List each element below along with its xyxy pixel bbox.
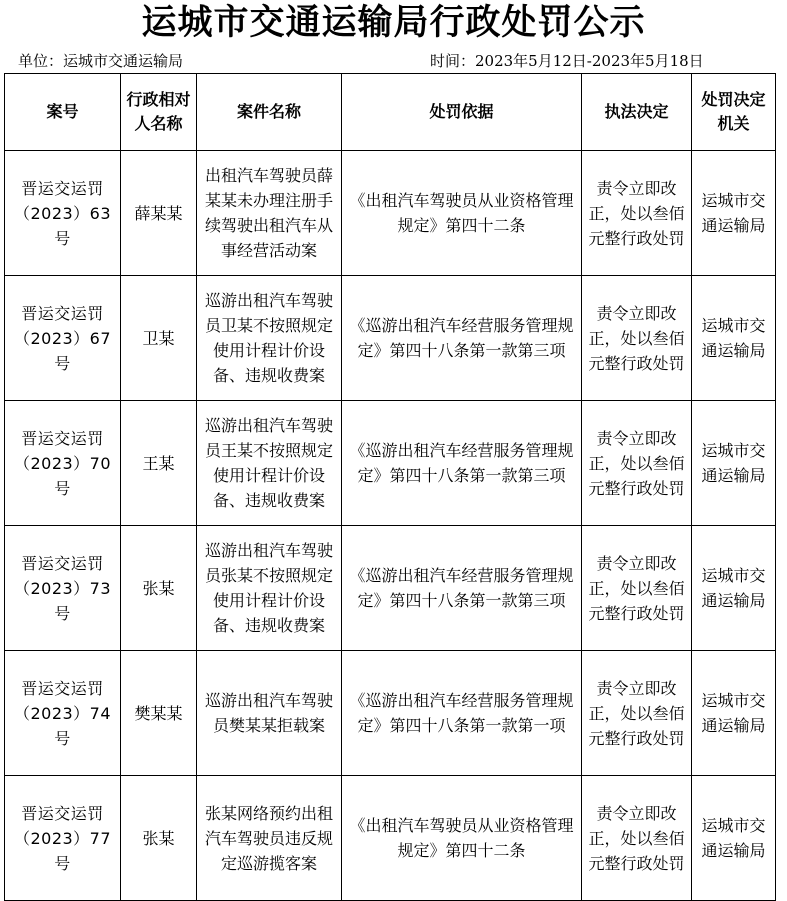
- party-cell: 樊某某: [121, 651, 197, 776]
- basis-cell: 《巡游出租汽车经营服务管理规定》第四十八条第一款第一项: [342, 651, 582, 776]
- authority-cell: 运城市交通运输局: [692, 776, 776, 901]
- case-number-cell: 晋运交运罚（2023）63号: [5, 151, 121, 276]
- case-number-cell: 晋运交运罚（2023）70号: [5, 401, 121, 526]
- authority-cell: 运城市交通运输局: [692, 276, 776, 401]
- decision-cell: 责令立即改正，处以叁佰元整行政处罚: [582, 776, 692, 901]
- authority-cell: 运城市交通运输局: [692, 151, 776, 276]
- unit-label: 单位：运城市交通运输局: [18, 52, 184, 70]
- header-authority: 处罚决定机关: [692, 74, 776, 151]
- party-cell: 张某: [121, 526, 197, 651]
- basis-cell: 《出租汽车驾驶员从业资格管理规定》第四十二条: [342, 151, 582, 276]
- table-row: [5, 776, 776, 901]
- basis-cell: 《出租汽车驾驶员从业资格管理规定》第四十二条: [342, 776, 582, 901]
- decision-cell: 责令立即改正，处以叁佰元整行政处罚: [582, 151, 692, 276]
- table-header-row: [5, 74, 776, 151]
- basis-cell: 《巡游出租汽车经营服务管理规定》第四十八条第一款第三项: [342, 276, 582, 401]
- authority-cell: 运城市交通运输局: [692, 526, 776, 651]
- case-name-cell: 巡游出租汽车驾驶员王某不按照规定使用计程计价设备、违规收费案: [197, 401, 342, 526]
- header-basis: 处罚依据: [342, 74, 582, 151]
- authority-cell: 运城市交通运输局: [692, 651, 776, 776]
- case-number-cell: 晋运交运罚（2023）67号: [5, 276, 121, 401]
- authority-cell: 运城市交通运输局: [692, 401, 776, 526]
- decision-cell: 责令立即改正，处以叁佰元整行政处罚: [582, 276, 692, 401]
- party-cell: 王某: [121, 401, 197, 526]
- party-cell: 卫某: [121, 276, 197, 401]
- case-name-cell: 张某网络预约出租汽车驾驶员违反规定巡游揽客案: [197, 776, 342, 901]
- party-cell: 张某: [121, 776, 197, 901]
- case-number-cell: 晋运交运罚（2023）77号: [5, 776, 121, 901]
- header-decision: 执法决定: [582, 74, 692, 151]
- basis-cell: 《巡游出租汽车经营服务管理规定》第四十八条第一款第三项: [342, 526, 582, 651]
- table-row: [5, 276, 776, 401]
- table-row: [5, 151, 776, 276]
- table-row: [5, 526, 776, 651]
- case-name-cell: 巡游出租汽车驾驶员卫某不按照规定使用计程计价设备、违规收费案: [197, 276, 342, 401]
- header-case-no: 案号: [5, 74, 121, 151]
- penalty-table: [4, 73, 776, 901]
- decision-cell: 责令立即改正，处以叁佰元整行政处罚: [582, 401, 692, 526]
- case-number-cell: 晋运交运罚（2023）73号: [5, 526, 121, 651]
- header-case-name: 案件名称: [197, 74, 342, 151]
- case-name-cell: 出租汽车驾驶员薛某某未办理注册手续驾驶出租汽车从事经营活动案: [197, 151, 342, 276]
- header-party: 行政相对人名称: [121, 74, 197, 151]
- decision-cell: 责令立即改正，处以叁佰元整行政处罚: [582, 651, 692, 776]
- decision-cell: 责令立即改正，处以叁佰元整行政处罚: [582, 526, 692, 651]
- basis-cell: 《巡游出租汽车经营服务管理规定》第四十八条第一款第三项: [342, 401, 582, 526]
- period-label: 时间：2023年5月12日-2023年5月18日: [430, 52, 704, 70]
- table-row: [5, 401, 776, 526]
- table-row: [5, 651, 776, 776]
- case-name-cell: 巡游出租汽车驾驶员樊某某拒载案: [197, 651, 342, 776]
- page-title: 运城市交通运输局行政处罚公示: [141, 2, 646, 43]
- party-cell: 薛某某: [121, 151, 197, 276]
- case-name-cell: 巡游出租汽车驾驶员张某不按照规定使用计程计价设备、违规收费案: [197, 526, 342, 651]
- case-number-cell: 晋运交运罚（2023）74号: [5, 651, 121, 776]
